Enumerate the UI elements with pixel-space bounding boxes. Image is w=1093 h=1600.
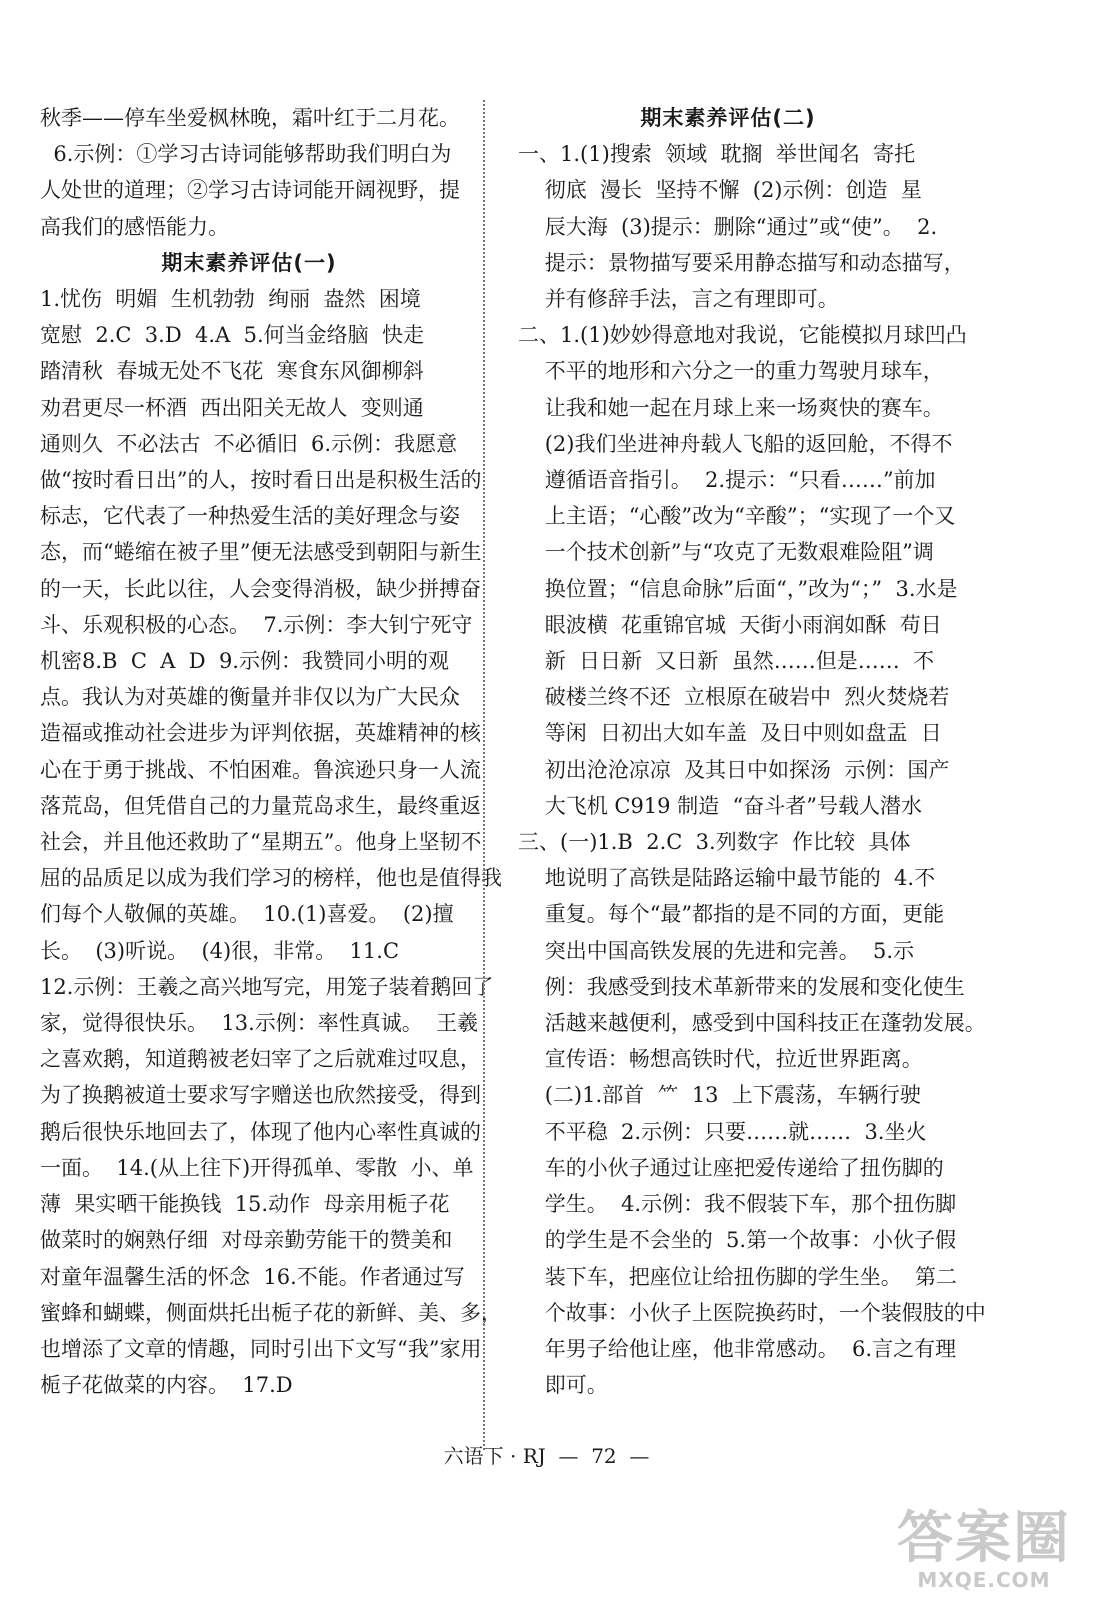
section-heading: 期末素养评估(二) <box>640 106 816 130</box>
answer-line: 1.忧伤 明媚 生机勃勃 绚丽 盎然 困境 <box>40 287 421 312</box>
answer-line: 踏清秋 春城无处不飞花 寒食东风御柳斜 <box>40 359 424 384</box>
answer-line: 6.示例：①学习古诗词能够帮助我们明白为 <box>40 142 452 167</box>
answer-line: 并有修辞手法，言之有理即可。 <box>518 287 839 312</box>
answer-line: 个故事：小伙子上医院换药时，一个装假肢的中 <box>518 1300 986 1325</box>
answer-line: 12.示例：王羲之高兴地写完，用笼子装着鹅回了 <box>40 974 494 999</box>
answer-line: 之喜欢鹅，知道鹅被老妇宰了之后就难过叹息， <box>40 1047 481 1072</box>
answer-line: 遵循语音指引。 2.提示：“只看……”前加 <box>518 468 936 493</box>
answer-line: 的一天，长此以往，人会变得消极，缺少拼搏奋 <box>40 576 481 601</box>
answer-line: 装下车，把座位让给扭伤脚的学生坐。 第二 <box>518 1264 958 1289</box>
answer-line: 机密8.B C A D 9.示例：我赞同小明的观 <box>40 649 449 674</box>
answer-line: 新 日日新 又日新 虽然……但是…… 不 <box>518 649 935 674</box>
answer-line: 人处世的道理；②学习古诗词能开阔视野，提 <box>40 178 460 203</box>
answer-line: 通则久 不必法古 不必循旧 6.示例：我愿意 <box>40 431 458 456</box>
answer-line: 薄 果实晒干能换钱 15.动作 母亲用栀子花 <box>40 1192 450 1217</box>
answer-line: 屈的品质足以成为我们学习的榜样，他也是值得我 <box>40 866 502 891</box>
answer-line: 不平的地形和六分之一的重力驾驶月球车， <box>518 359 944 384</box>
answer-line: 对童年温馨生活的怀念 16.不能。作者通过写 <box>40 1264 465 1289</box>
answer-line: 斗、乐观积极的心态。 7.示例：李大钊宁死守 <box>40 612 473 637</box>
answer-line: 即可。 <box>518 1373 608 1398</box>
answer-line: 为了换鹅被道士要求写字赠送也欣然接受，得到 <box>40 1083 481 1108</box>
answer-line: 的学生是不会坐的 5.第一个故事：小伙子假 <box>518 1228 957 1253</box>
answer-line: 提示：景物描写要采用静态描写和动态描写， <box>518 250 965 275</box>
answer-line: 大飞机 C919 制造 “奋斗者”号载人潜水 <box>518 793 923 818</box>
answer-line: 二、1.(1)妙妙得意地对我说，它能模拟月球凹凸 <box>518 323 967 348</box>
answer-line: 鹅后很快乐地回去了，体现了他内心率性真诚的 <box>40 1119 481 1144</box>
answer-line: 栀子花做菜的内容。 17.D <box>40 1373 293 1398</box>
answer-line: 落荒岛，但凭借自己的力量荒岛求生，最终重返 <box>40 793 481 818</box>
answer-line: 秋季——停车坐爱枫林晚，霜叶红于二月花。 <box>40 106 460 130</box>
column-divider <box>483 100 485 1450</box>
answer-line: 换位置；“信息命脉”后面“，”改为“；” 3.水是 <box>518 576 958 601</box>
answer-line: (二)1.部首 ⺮ 13 上下震荡，车辆行驶 <box>518 1083 921 1108</box>
answer-line: 心在于勇于挑战、不怕困难。鲁滨逊只身一人流 <box>40 757 481 782</box>
answer-line: 学生。 4.示例：我不假装下车，那个扭伤脚 <box>518 1192 957 1217</box>
answer-line: 劝君更尽一杯酒 西出阳关无故人 变则通 <box>40 395 424 420</box>
answer-line: 点。我认为对英雄的衡量并非仅以为广大民众 <box>40 685 460 710</box>
answer-line: 标志，它代表了一种热爱生活的美好理念与姿 <box>40 504 460 529</box>
answer-line: 宣传语：畅想高铁时代，拉近世界距离。 <box>518 1047 923 1072</box>
answer-line: 不平稳 2.示例：只要……就…… 3.坐火 <box>518 1119 927 1144</box>
watermark-url: MXQE.COM <box>917 1568 1051 1592</box>
answer-line: 也增添了文章的情趣，同时引出下文写“我”家用 <box>40 1336 482 1361</box>
answer-line: 们每个人敬佩的英雄。 10.(1)喜爱。 (2)擅 <box>40 902 454 927</box>
watermark-logo-text: 答案圈 <box>897 1506 1071 1571</box>
answer-line: 高我们的感悟能力。 <box>40 214 229 239</box>
answer-line: 突出中国高铁发展的先进和完善。 5.示 <box>518 938 915 963</box>
left-column <box>40 100 502 1403</box>
answer-line: 例：我感受到技术革新带来的发展和变化使生 <box>518 974 965 999</box>
answer-line: 一个技术创新”与“攻克了无数艰难险阻”调 <box>518 540 934 565</box>
answer-line: 地说明了高铁是陆路运输中最节能的 4.不 <box>518 866 936 891</box>
answer-line: 社会，并且他还救助了“星期五”。他身上坚韧不 <box>40 830 482 855</box>
answer-line: 家，觉得很快乐。 13.示例：率性真诚。 王羲 <box>40 1011 479 1036</box>
answer-line: 上主语；“心酸”改为“辛酸”；“实现了一个又 <box>518 504 956 529</box>
answer-line: 一、1.(1)搜索 领域 耽搁 举世闻名 寄托 <box>518 142 916 167</box>
answer-line: 让我和她一起在月球上来一场爽快的赛车。 <box>518 395 944 420</box>
right-column <box>518 100 986 1403</box>
answer-line: 做菜时的娴熟仔细 对母亲勤劳能干的赞美和 <box>40 1228 453 1253</box>
section-heading: 期末素养评估(一) <box>161 250 337 275</box>
answer-line: 做“按时看日出”的人，按时看日出是积极生活的 <box>40 468 482 493</box>
watermark <box>897 1506 1071 1592</box>
answer-line: 眼波横 花重锦官城 天街小雨润如酥 苟日 <box>518 612 942 637</box>
answer-line: 等闲 日初出大如车盖 及日中则如盘盂 日 <box>518 721 942 746</box>
answer-line: (2)我们坐进神舟载人飞船的返回舱，不得不 <box>518 431 953 456</box>
answer-line: 重复。每个“最”都指的是不同的方面，更能 <box>518 902 945 927</box>
answer-line: 破楼兰终不还 立根原在破岩中 烈火焚烧若 <box>518 685 950 710</box>
answer-line: 车的小伙子通过让座把爱传递给了扭伤脚的 <box>518 1155 944 1180</box>
answer-line: 蜜蜂和蝴蝶，侧面烘托出栀子花的新鲜、美、多， <box>40 1300 502 1325</box>
answer-line: 态，而“蜷缩在被子里”便无法感受到朝阳与新生 <box>40 540 482 565</box>
answer-line: 辰大海 (3)提示：删除“通过”或“使”。 2. <box>518 214 938 239</box>
answer-line: 三、(一)1.B 2.C 3.列数字 作比较 具体 <box>518 830 911 855</box>
answer-line: 年男子给他让座，他非常感动。 6.言之有理 <box>518 1336 957 1361</box>
answer-line: 活越来越便利，感受到中国科技正在蓬勃发展。 <box>518 1011 986 1036</box>
page-footer: 六语下 · RJ — 72 — <box>443 1444 650 1468</box>
answer-line: 初出沧沧凉凉 及其日中如探汤 示例：国产 <box>518 757 950 782</box>
answer-line: 宽慰 2.C 3.D 4.A 5.何当金络脑 快走 <box>40 323 424 348</box>
answer-line: 造福或推动社会进步为评判依据，英雄精神的核 <box>40 721 481 746</box>
answer-line: 彻底 漫长 坚持不懈 (2)示例：创造 星 <box>518 178 922 203</box>
answer-line: 长。 (3)听说。 (4)很，非常。 11.C <box>40 938 400 963</box>
answer-line: 一面。 14.(从上往下)开得孤单、零散 小、单 <box>40 1155 474 1180</box>
